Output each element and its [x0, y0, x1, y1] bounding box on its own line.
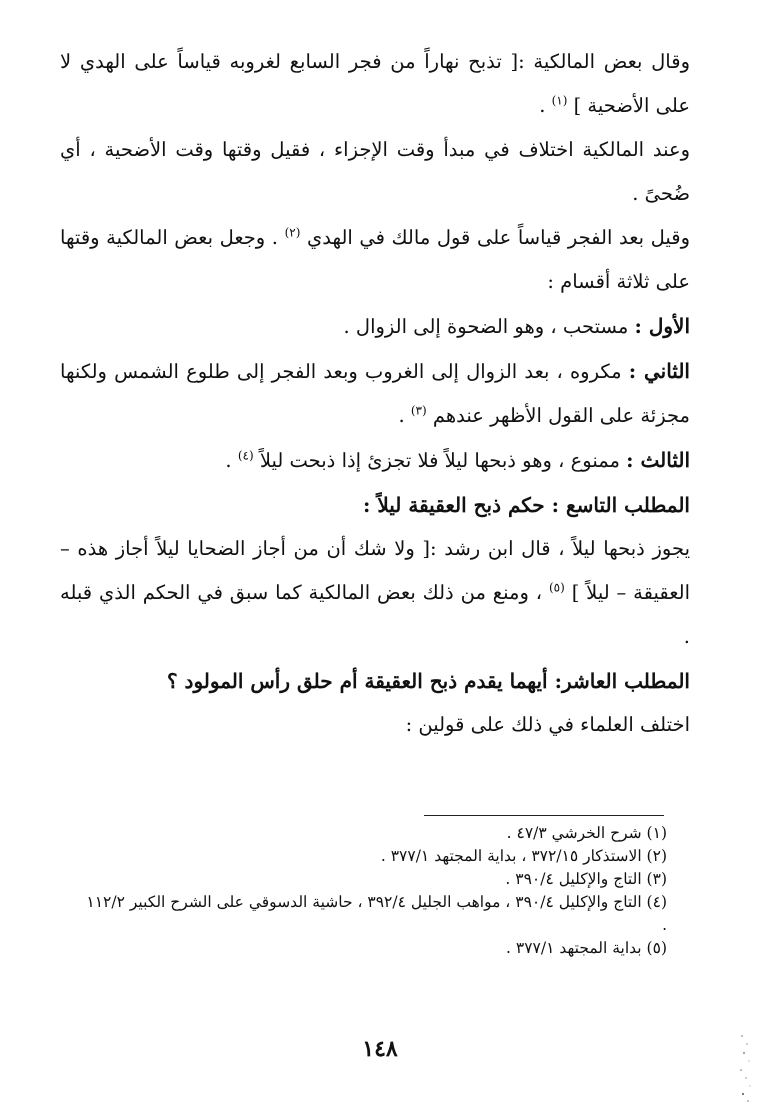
footnote-item: (١) شرح الخرشي ٤٧/٣ . — [506, 824, 667, 842]
footnote-ref-4[interactable]: (٤) — [237, 448, 254, 463]
section-lead: الثالث : — [626, 448, 690, 472]
paragraph-night-slaughter — [60, 527, 700, 659]
paragraph-tail: . — [539, 94, 552, 117]
scan-edge-marks — [738, 1030, 752, 1108]
footnote-item: (٥) بداية المجتهد ٣٧٧/١ . — [506, 939, 667, 957]
paragraph-tail: ، ومنع من ذلك بعض المالكية كما سبق في الحكم الذي قبله . — [60, 581, 690, 648]
heading-tenth-topic: المطلب العاشر: أيهما يقدم ذبح العقيقة أم حلق رأس المولود ؟ — [166, 669, 690, 693]
section-tail: . — [225, 449, 238, 472]
section-text: مكروه ، بعد الزوال إلى الغروب وبعد الفجر إلى طلوع الشمس ولكنها مجزئة على القول الأظهر عندهم — [60, 360, 690, 427]
page-body — [60, 40, 700, 747]
section-first — [60, 304, 700, 349]
footnote-ref-2[interactable]: (٢) — [284, 225, 301, 240]
paragraph-tail: . وجعل بعض المالكية وقتها على ثلاثة أقسام : — [60, 226, 690, 293]
paragraph-start-time — [60, 128, 700, 216]
paragraph-scholars-differ: اختلف العلماء في ذلك على قولين : — [405, 713, 690, 736]
footnote-ref-1[interactable]: (١) — [551, 93, 568, 108]
section-lead: الأول : — [634, 314, 690, 338]
footnote-ref-3[interactable]: (٣) — [410, 403, 427, 418]
paragraph-after-dawn — [60, 216, 700, 304]
section-lead: الثاني : — [628, 359, 690, 383]
footnote-ref-5[interactable]: (٥) — [548, 580, 565, 595]
footnotes — [85, 822, 667, 960]
paragraph-text: وقال بعض المالكية :[ تذبح نهاراً من فجر السابع لغروبه قياساً على الهدي لا على الأضحية ] — [60, 50, 690, 117]
footnote-item: (٣) التاج والإكليل ٣٩٠/٤ . — [505, 870, 667, 888]
section-tail: . — [398, 404, 411, 427]
paragraph-maliki-opinion — [60, 40, 700, 128]
footnote-item: (٢) الاستذكار ٣٧٢/١٥ ، بداية المجتهد ٣٧٧/١ . — [380, 847, 667, 865]
section-text: مستحب ، وهو الضحوة إلى الزوال . — [343, 315, 635, 338]
footnote-item: (٤) التاج والإكليل ٣٩٠/٤ ، مواهب الجليل ٣٩٢/٤ ، حاشية الدسوقي على الشرح الكبير ١١٢/٢ . — [86, 893, 667, 934]
page-number: ١٤٨ — [362, 1036, 398, 1062]
paragraph-text: يجوز ذبحها ليلاً ، قال ابن رشد :[ ولا شك أن من أجاز الضحايا ليلاً أجاز هذه – العقيقة – ليلاً ] — [60, 537, 690, 604]
paragraph-text: وعند المالكية اختلاف في مبدأ وقت الإجزاء ، فقيل وقتها وقت الأضحية ، أي ضُحىً . — [60, 138, 690, 205]
section-text: ممنوع ، وهو ذبحها ليلاً فلا تجزئ إذا ذبحت ليلاً — [259, 449, 627, 472]
heading-ninth-topic: المطلب التاسع : حكم ذبح العقيقة ليلاً : — [362, 493, 690, 517]
footnote-separator — [424, 815, 664, 816]
paragraph-text: وقيل بعد الفجر قياساً على قول مالك في الهدي — [306, 226, 690, 249]
section-third — [60, 438, 700, 483]
section-second — [60, 349, 700, 438]
